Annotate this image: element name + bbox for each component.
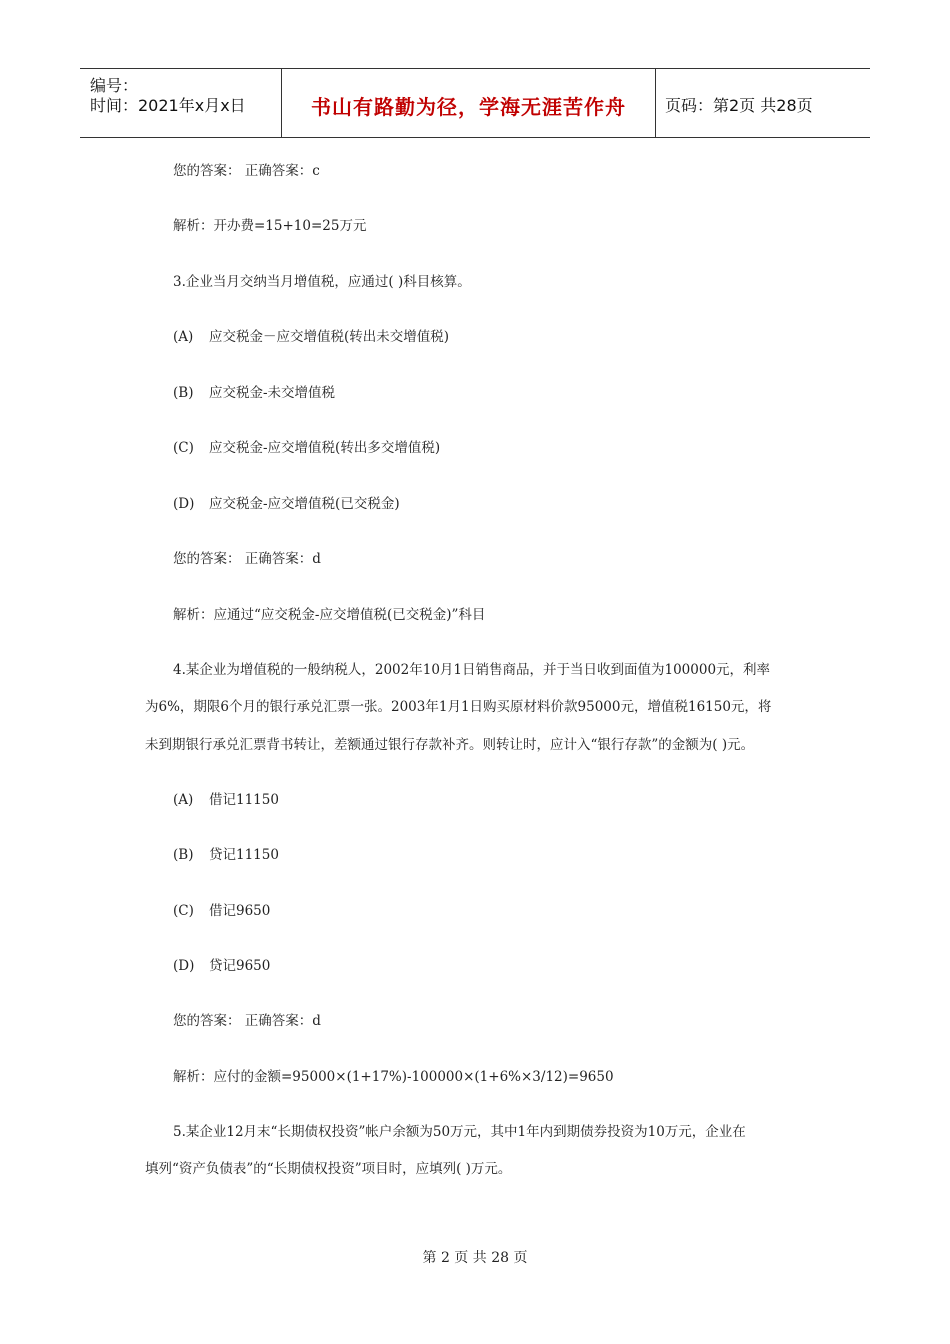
- question-5-line-2: 填列“资产负债表”的“长期债权投资”项目时，应填列( )万元。: [145, 1161, 512, 1177]
- q4-option-b: [173, 846, 279, 864]
- question-4-line-3: 未到期银行承兑汇票背书转让，差额通过银行存款补齐。则转让时，应计入“银行存款”的金额为( )元。: [145, 737, 755, 753]
- option-letter: (B): [173, 385, 194, 401]
- option-text: 贷记11150: [209, 847, 279, 863]
- option-text: 应交税金-未交增值税: [209, 385, 336, 401]
- q3-option-d: [173, 495, 400, 513]
- option-text: 应交税金－应交增值税(转出未交增值税): [209, 329, 450, 345]
- code-label: 编号：: [90, 76, 139, 95]
- option-text: 应交税金-应交增值税(已交税金): [209, 496, 400, 512]
- option-letter: (C): [173, 903, 194, 919]
- q3-option-a: [173, 328, 449, 346]
- question-4-line-2: 为6%，期限6个月的银行承兑汇票一张。2003年1月1日购买原材料价款95000元，增值税16150元，将: [145, 699, 772, 715]
- option-letter: (D): [173, 958, 195, 974]
- analysis-line-q4: 解析：应付的金额=95000×(1+17%)-100000×(1+6%×3/12)=9650: [173, 1069, 614, 1085]
- option-text: 借记11150: [209, 792, 279, 808]
- option-letter: (A): [173, 792, 194, 808]
- question-3: 3.企业当月交纳当月增值税，应通过( )科目核算。: [173, 274, 471, 290]
- option-letter: (A): [173, 329, 194, 345]
- option-text: 借记9650: [209, 903, 271, 919]
- q3-option-b: [173, 384, 335, 402]
- header-meta: [80, 69, 280, 137]
- analysis-line-q2: 解析：开办费=15+10=25万元: [173, 218, 367, 234]
- option-letter: (B): [173, 847, 194, 863]
- option-text: 应交税金-应交增值税(转出多交增值税): [209, 440, 441, 456]
- q4-option-a: [173, 791, 279, 809]
- answer-line-q2: 您的答案： 正确答案：c: [173, 163, 320, 179]
- option-text: 贷记9650: [209, 958, 271, 974]
- q3-option-c: [173, 439, 440, 457]
- motto: 书山有路勤为径，学海无涯苦作舟: [311, 95, 626, 119]
- q4-option-d: [173, 957, 270, 975]
- option-letter: (D): [173, 496, 195, 512]
- date-line: 时间：2021年x月x日: [90, 96, 246, 115]
- header-page-cell: [655, 69, 870, 137]
- q4-option-c: [173, 902, 270, 920]
- header-motto-cell: [281, 69, 656, 137]
- page-info: 页码：第2页 共28页: [665, 96, 813, 115]
- question-4-line-1: 4.某企业为增值税的一般纳税人，2002年10月1日销售商品，并于当日收到面值为100000元，利率: [173, 662, 771, 678]
- analysis-line-q3: 解析：应通过“应交税金-应交增值税(已交税金)”科目: [173, 607, 486, 623]
- page-header: [80, 68, 870, 138]
- page-footer: 第 2 页 共 28 页: [422, 1250, 528, 1266]
- option-letter: (C): [173, 440, 194, 456]
- answer-line-q3: 您的答案： 正确答案：d: [173, 551, 321, 567]
- question-5-line-1: 5.某企业12月末“长期债权投资”帐户余额为50万元，其中1年内到期债券投资为10万元，企业在: [173, 1124, 746, 1140]
- answer-line-q4: 您的答案： 正确答案：d: [173, 1013, 321, 1029]
